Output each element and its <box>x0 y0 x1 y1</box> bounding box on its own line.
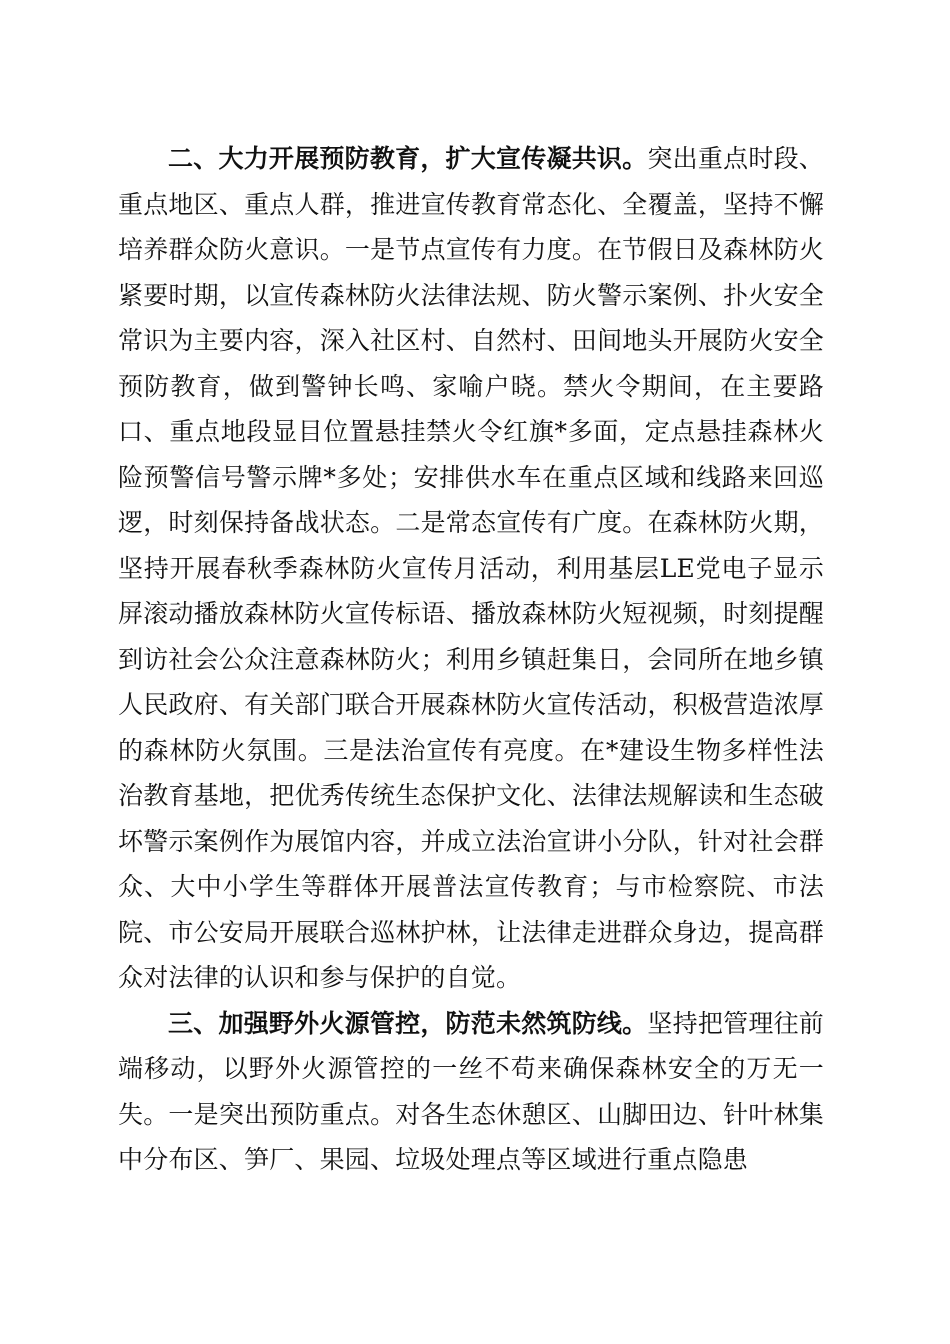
section-heading-2: 二、大力开展预防教育，扩大宣传凝共识。 <box>168 144 648 173</box>
document-page <box>118 136 824 1183</box>
paragraph-fire-source-control <box>118 1001 824 1183</box>
section-heading-3: 三、加强野外火源管控，防范未然筑防线。 <box>168 1008 648 1038</box>
paragraph-publicity-education <box>118 136 824 1001</box>
section-body-2: 突出重点时段、重点地区、重点人群，推进宣传教育常态化、全覆盖，坚持不懈培养群众防火意识。一是节点宣传有力度。在节假日及森林防火紧要时期，以宣传森林防火法律法规、防火警示案例、扑火安全常识为主要内容，深入社区村、自然村、田间地头开展防火安全预防教育，做到警钟长鸣、家喻户晓。禁火令期间，在主要路口、重点地段显目位置悬挂禁火令红旗*多面，定点悬挂森林火险预警信号警示牌*多处；安排供水车在重点区域和线路来回巡逻，时刻保持备战状态。二是常态宣传有广度。在森林防火期，坚持开展春秋季森林防火宣传月活动，利用基层LE党电子显示屏滚动播放森林防火宣传标语、播放森林防火短视频，时刻提醒到访社会公众注意森林防火；利用乡镇赶集日，会同所在地乡镇人民政府、有关部门联合开展森林防火宣传活动，积极营造浓厚的森林防火氛围。三是法治宣传有亮度。在*建设生物多样性法治教育基地，把优秀传统生态保护文化、法律法规解读和生态破坏警示案例作为展馆内容，并成立法治宣讲小分队，针对社会群众、大中小学生等群体开展普法宣传教育；与市检察院、市法院、市公安局开展联合巡林护林，让法律走进群众身边，提高群众对法律的认识和参与保护的自觉。 <box>118 144 824 992</box>
section-body-3: 坚持把管理往前端移动，以野外火源管控的一丝不苟来确保森林安全的万无一失。一是突出预防重点。对各生态休憩区、山脚田边、针叶林集中分布区、笋厂、果园、垃圾处理点等区域进行重点隐患 <box>118 1008 824 1174</box>
